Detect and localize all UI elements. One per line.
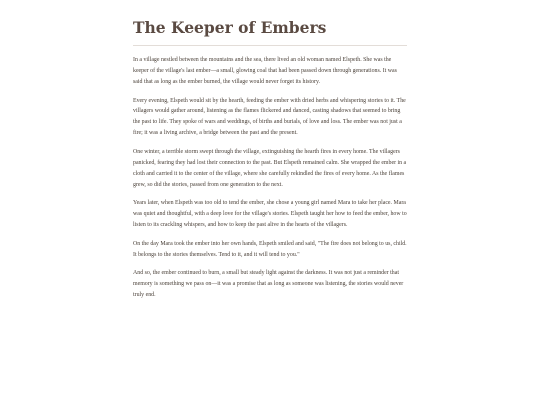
paragraph-4: Years later, when Elspeth was too old to tend the ember, she chose a young girl named Mara to take her place. Mara was quiet and thoughtful, with a deep love for the village's stories. Elspeth taught her how to feed the ember, how to listen to its crackling whispers, and how to keep the past alive in the hearts of the villagers. (133, 200, 407, 229)
paragraph-1: In a village nestled between the mountains and the sea, there lived an old woman named Elspeth. She was the keeper of the village's last ember—a small, glowing coal that had been passed down through generations. It was said that as long as the ember burned, the village would never forget its history. (133, 57, 397, 85)
paragraph-3: One winter, a terrible storm swept through the village, extinguishing the hearth fires in every home. The villagers panicked, fearing they had lost their connection to the past. But Elspeth remained calm. She wrapped the ember in a cloth and carried it to the center of the village, where she carefully rekindled the fires of every home. As the flames grew, so did the stories, passed from one generation to the next. (133, 148, 407, 188)
article-title: The Keeper of Embers (133, 18, 327, 37)
paragraph-5: On the day Mara took the ember into her own hands, Elspeth smiled and said, "The fire does not belong to us, child. It belongs to the stories themselves. Tend to it, and it will tend to you." (133, 240, 407, 258)
paragraph-2: Every evening, Elspeth would sit by the hearth, feeding the ember with dried herbs and whispering stories to it. The villagers would gather around, listening as the flames flickered and danced, casting shadows that seemed to bring the past to life. They spoke of wars and weddings, of births and burials, of love and loss. The ember was not just a fire; it was a living archive, a bridge between the past and the present. (133, 97, 406, 137)
title-divider (133, 45, 407, 46)
paragraph-6: And so, the ember continued to burn, a small but steady light against the darkness. It was not just a reminder that memory is something we pass on—it was a promise that as long as someone was listening, the stories would never truly end. (133, 270, 404, 299)
article (133, 18, 407, 309)
